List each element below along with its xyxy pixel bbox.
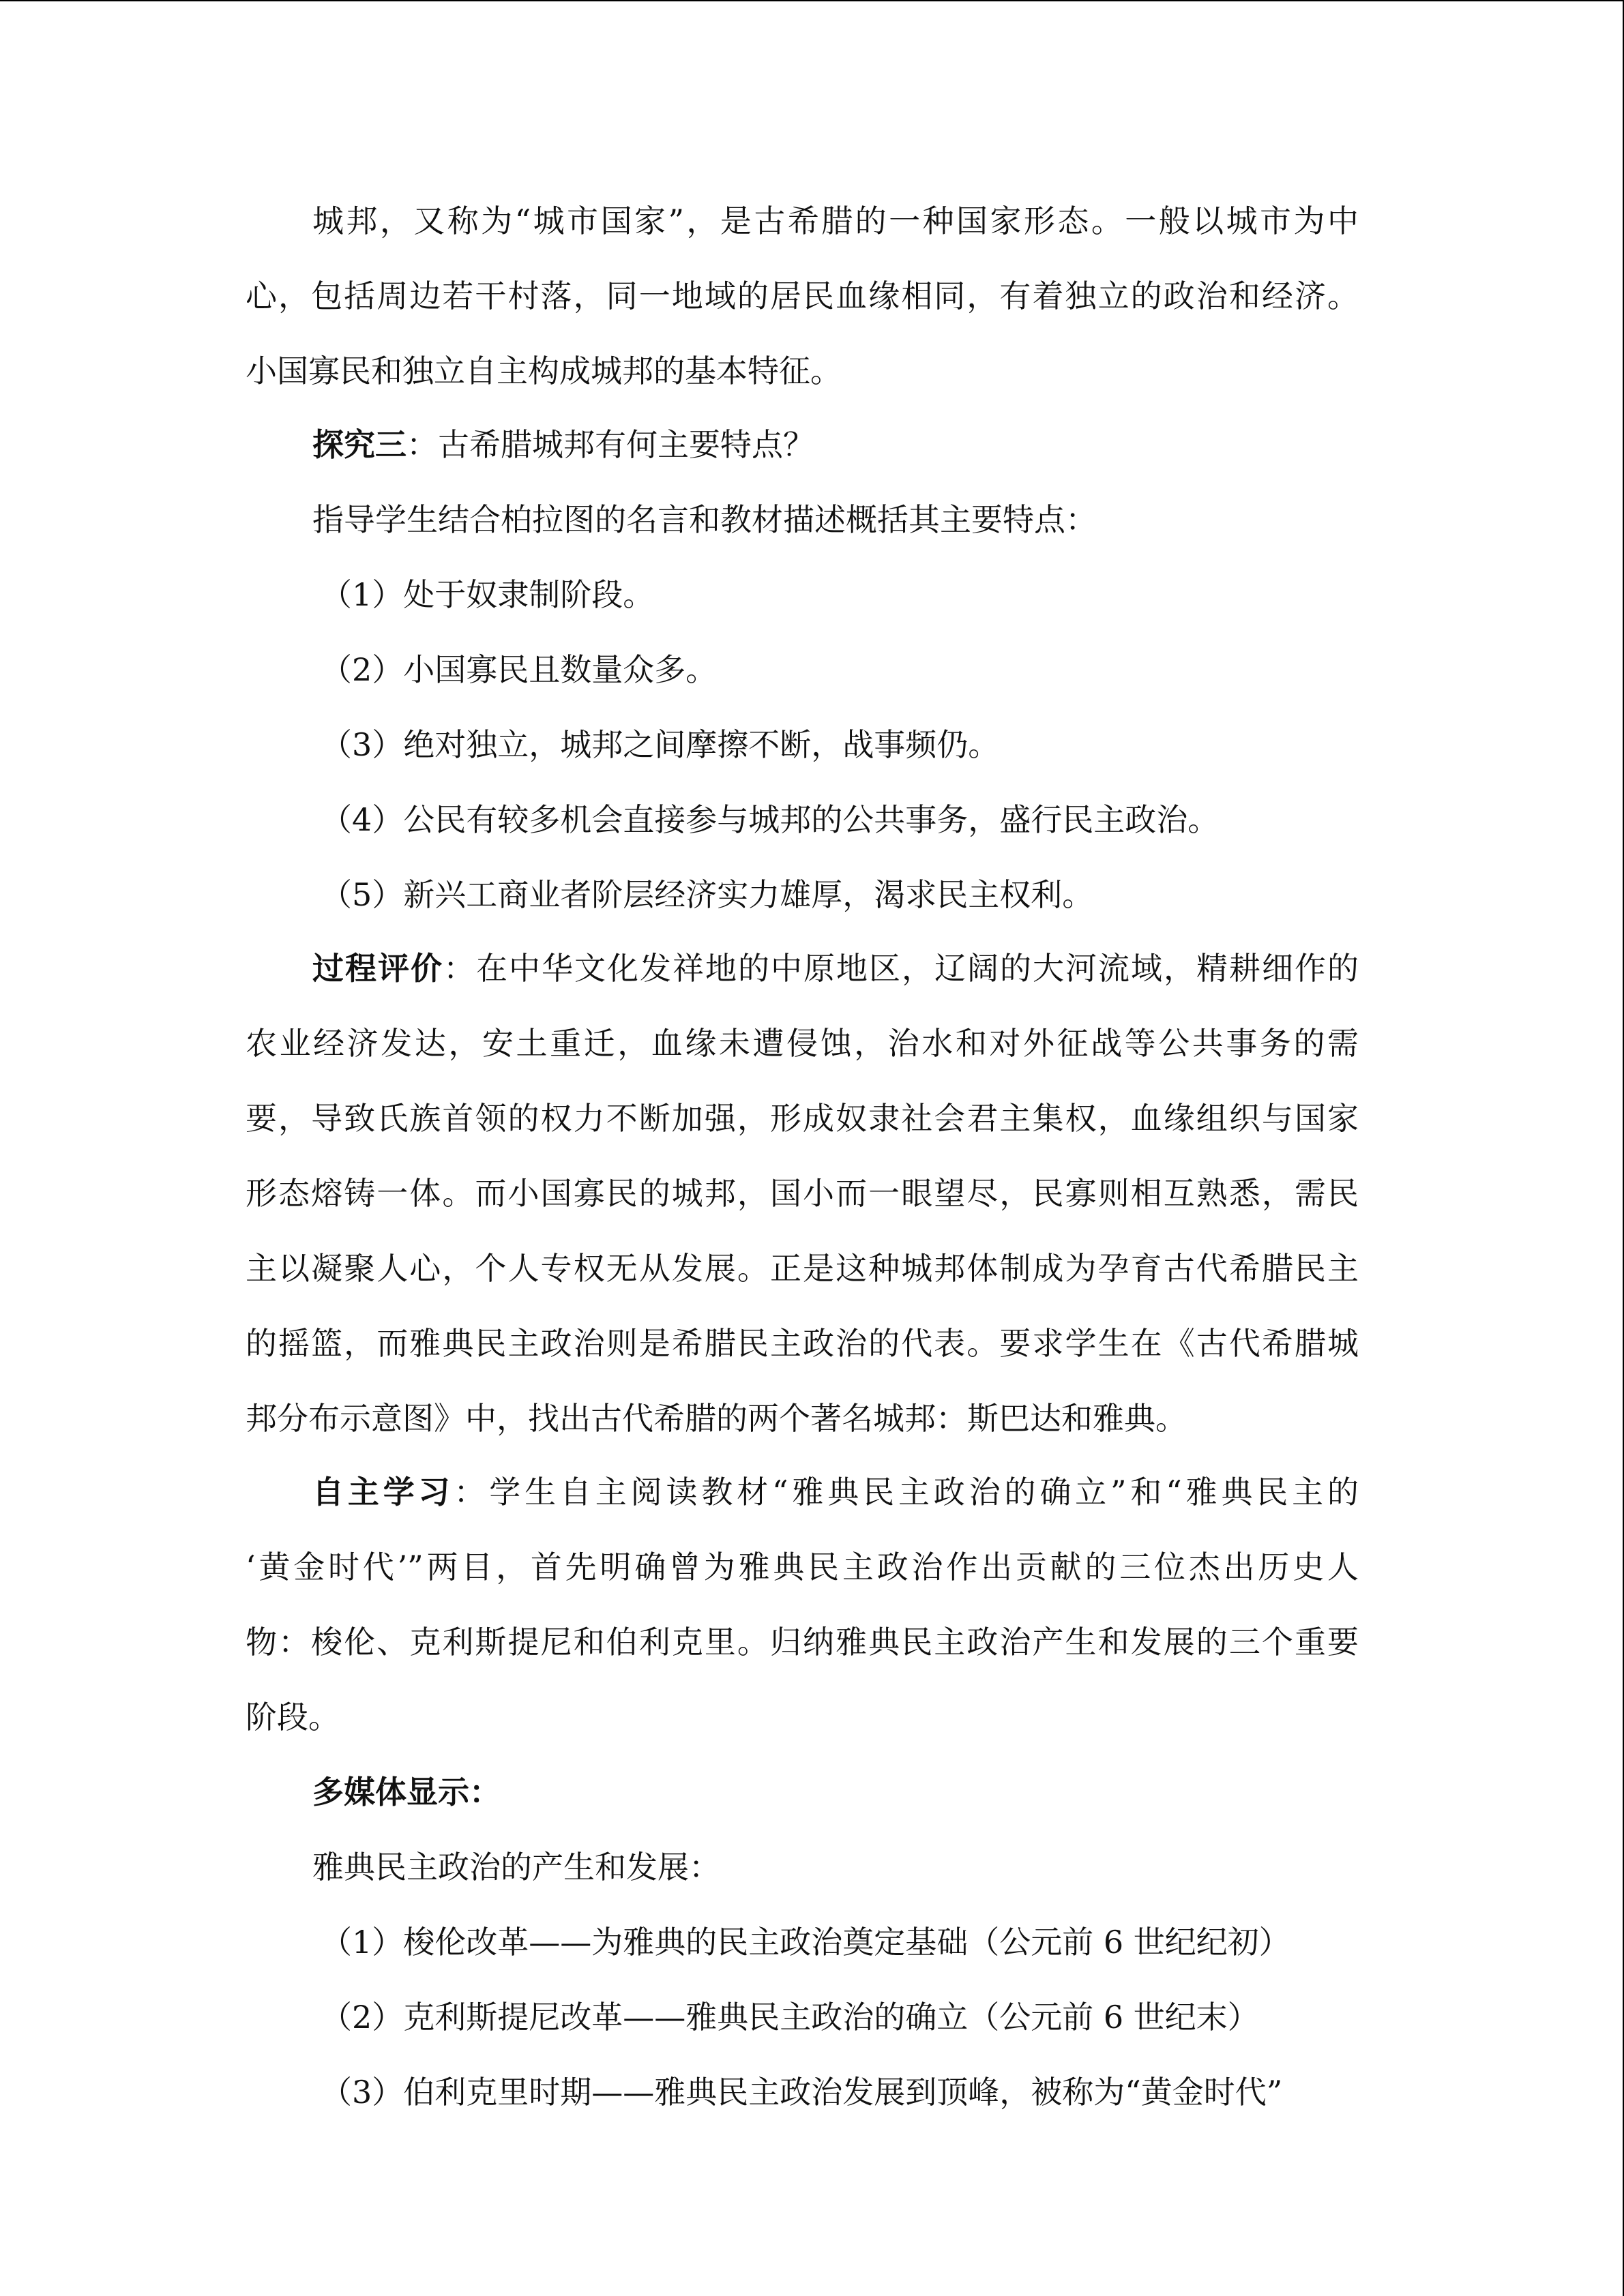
evaluation-line-1	[312, 948, 1359, 989]
self-study-line-3: 物：梭伦、克利斯提尼和伯利克里。归纳雅典民主政治产生和发展的三个重要	[246, 1624, 1359, 1660]
evaluation-line-3: 要，导致氏族首领的权力不断加强，形成奴隶社会君主集权，血缘组织与国家	[246, 1100, 1359, 1137]
inquiry-point-4: （4）公民有较多机会直接参与城邦的公共事务，盛行民主政治。	[321, 801, 1220, 838]
multimedia-stage-3: （3）伯利克里时期——雅典民主政治发展到顶峰，被称为“黄金时代”	[321, 2074, 1283, 2111]
inquiry-point-1: （1）处于奴隶制阶段。	[321, 576, 655, 613]
multimedia-label: 多媒体显示：	[312, 1774, 501, 1810]
multimedia-heading	[312, 1772, 501, 1813]
evaluation-label: 过程评价	[312, 950, 443, 987]
inquiry-point-2: （2）小国寡民且数量众多。	[321, 651, 718, 688]
self-study-line-4: 阶段。	[246, 1699, 340, 1735]
intro-line-3: 小国寡民和独立自主构成城邦的基本特征。	[246, 353, 842, 389]
inquiry-point-3: （3）绝对独立，城邦之间摩擦不断，战事频仍。	[321, 726, 1000, 763]
multimedia-stage-2: （2）克利斯提尼改革——雅典民主政治的确立（公元前 6 世纪末）	[321, 1999, 1259, 2036]
evaluation-line-2: 农业经济发达，安土重迁，血缘未遭侵蚀，治水和对外征战等公共事务的需	[246, 1025, 1359, 1062]
inquiry-heading	[312, 424, 814, 465]
self-study-text-1: ：学生自主阅读教材“雅典民主政治的确立”和“雅典民主的	[454, 1474, 1359, 1510]
self-study-line-2: ‘黄金时代’”两目，首先明确曾为雅典民主政治作出贡献的三位杰出历史人	[246, 1549, 1359, 1585]
multimedia-subtitle: 雅典民主政治的产生和发展：	[312, 1849, 720, 1885]
self-study-label: 自主学习	[312, 1474, 454, 1510]
multimedia-stage-1: （1）梭伦改革——为雅典的民主政治奠定基础（公元前 6 世纪纪初）	[321, 1924, 1290, 1960]
intro-line-1: 城邦，又称为“城市国家”，是古希腊的一种国家形态。一般以城市为中	[312, 203, 1359, 239]
inquiry-label: 探究三	[312, 426, 407, 463]
evaluation-line-4: 形态熔铸一体。而小国寡民的城邦，国小而一眼望尽，民寡则相互熟悉，需民	[246, 1175, 1359, 1212]
evaluation-text-1: ：在中华文化发祥地的中原地区，辽阔的大河流域，精耕细作的	[443, 950, 1359, 987]
self-study-line-1	[312, 1472, 1359, 1512]
inquiry-guide: 指导学生结合柏拉图的名言和教材描述概括其主要特点：	[312, 501, 1097, 538]
inquiry-question: ：古希腊城邦有何主要特点？	[407, 426, 814, 463]
inquiry-point-5: （5）新兴工商业者阶层经济实力雄厚，渴求民主权利。	[321, 876, 1094, 913]
intro-line-2: 心，包括周边若干村落，同一地域的居民血缘相同，有着独立的政治和经济。	[246, 278, 1359, 314]
evaluation-line-5: 主以凝聚人心，个人专权无从发展。正是这种城邦体制成为孕育古代希腊民主	[246, 1250, 1359, 1287]
evaluation-line-7: 邦分布示意图》中，找出古代希腊的两个著名城邦：斯巴达和雅典。	[246, 1400, 1187, 1437]
evaluation-line-6: 的摇篮，而雅典民主政治则是希腊民主政治的代表。要求学生在《古代希腊城	[246, 1325, 1359, 1362]
